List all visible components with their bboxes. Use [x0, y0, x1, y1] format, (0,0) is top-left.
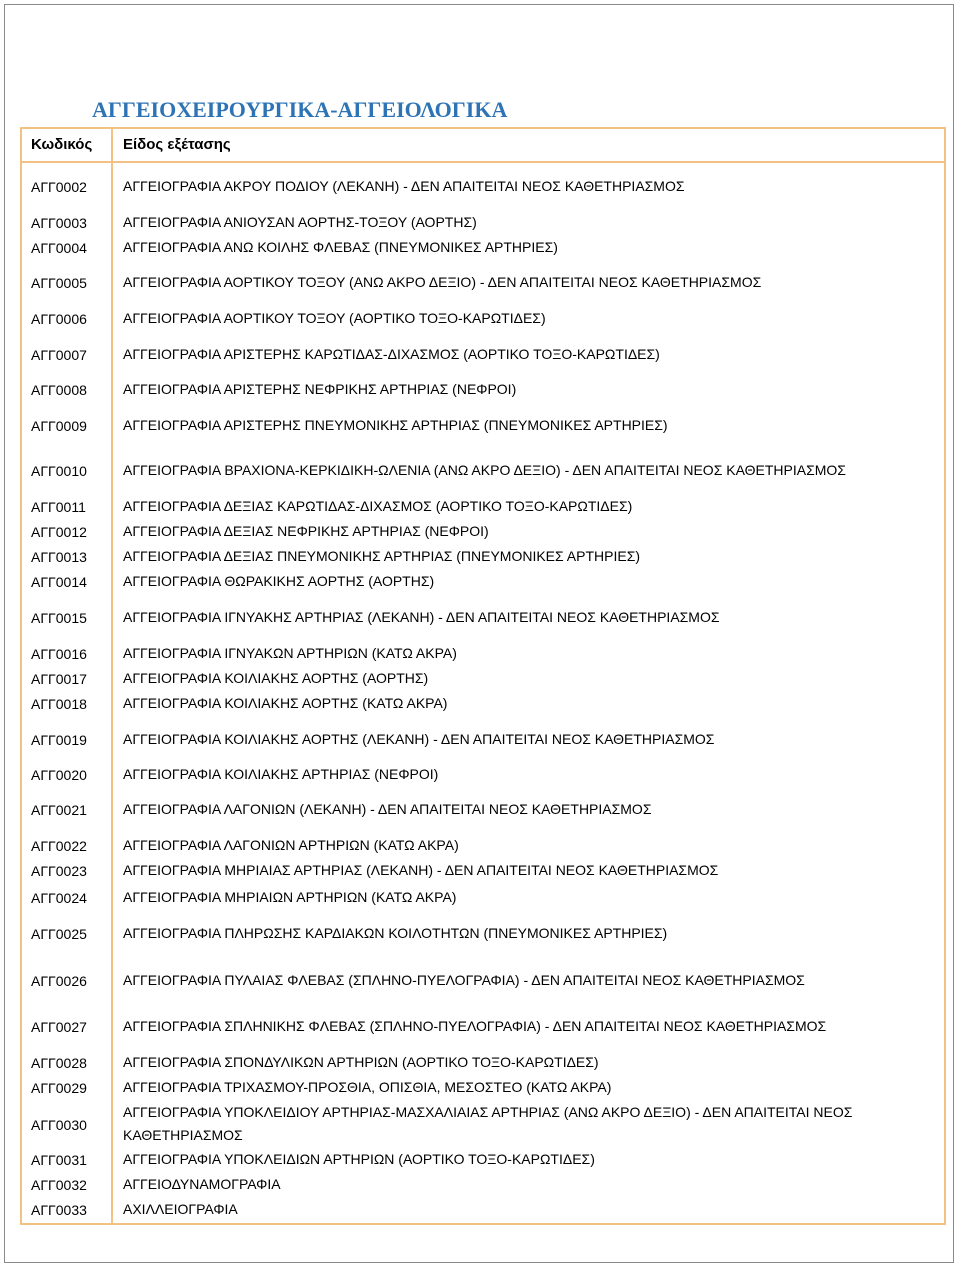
exam-description: ΑΓΓΕΙΟΓΡΑΦΙΑ ΛΑΓΟΝΙΩΝ ΑΡΤΗΡΙΩΝ (ΚΑΤΩ ΑΚΡΑ) [123, 837, 459, 853]
exam-description: ΑΓΓΕΙΟΓΡΑΦΙΑ ΑΝΩ ΚΟΙΛΗΣ ΦΛΕΒΑΣ (ΠΝΕΥΜΟΝΙΚΕΣ ΑΡΤΗΡΙΕΣ) [123, 239, 558, 255]
exam-description: ΑΓΓΕΙΟΓΡΑΦΙΑ ΔΕΞΙΑΣ ΚΑΡΩΤΙΔΑΣ-ΔΙΧΑΣΜΟΣ (ΑΟΡΤΙΚΟ ΤΟΞΟ-ΚΑΡΩΤΙΔΕΣ) [123, 498, 633, 514]
exam-code: ΑΓΓ0024 [31, 890, 87, 906]
exam-description: ΑΓΓΕΙΟΓΡΑΦΙΑ ΜΗΡΙΑΙΩΝ ΑΡΤΗΡΙΩΝ (ΚΑΤΩ ΑΚΡΑ) [123, 889, 457, 905]
exam-description: ΑΓΓΕΙΟΓΡΑΦΙΑ ΔΕΞΙΑΣ ΝΕΦΡΙΚΗΣ ΑΡΤΗΡΙΑΣ (ΝΕΦΡΟΙ) [123, 523, 489, 539]
exam-code: ΑΓΓ0013 [31, 549, 87, 565]
exam-code: ΑΓΓ0025 [31, 926, 87, 942]
table-header-row [22, 129, 944, 163]
exam-code: ΑΓΓ0031 [31, 1152, 87, 1168]
exam-description: ΑΓΓΕΙΟΓΡΑΦΙΑ ΒΡΑΧΙΟΝΑ-ΚΕΡΚΙΔΙΚΗ-ΩΛΕΝΙΑ (ΑΝΩ ΑΚΡΟ ΔΕΞΙΟ) - ΔΕΝ ΑΠΑΙΤΕΙΤΑΙ ΝΕΟΣ ΚΑΘΕΤΗΡΙΑΣΜΟΣ [123, 462, 846, 478]
exam-code: ΑΓΓ0022 [31, 838, 87, 854]
exam-description: ΑΓΓΕΙΟΓΡΑΦΙΑ ΣΠΟΝΔΥΛΙΚΩΝ ΑΡΤΗΡΙΩΝ (ΑΟΡΤΙΚΟ ΤΟΞΟ-ΚΑΡΩΤΙΔΕΣ) [123, 1054, 599, 1070]
exam-description: ΑΓΓΕΙΟΓΡΑΦΙΑ ΑΡΙΣΤΕΡΗΣ ΠΝΕΥΜΟΝΙΚΗΣ ΑΡΤΗΡΙΑΣ (ΠΝΕΥΜΟΝΙΚΕΣ ΑΡΤΗΡΙΕΣ) [123, 417, 668, 433]
exam-description: ΑΓΓΕΙΟΓΡΑΦΙΑ ΚΟΙΛΙΑΚΗΣ ΑΟΡΤΗΣ (ΑΟΡΤΗΣ) [123, 670, 429, 686]
exam-description: ΑΓΓΕΙΟΓΡΑΦΙΑ ΑΚΡΟΥ ΠΟΔΙΟΥ (ΛΕΚΑΝΗ) - ΔΕΝ ΑΠΑΙΤΕΙΤΑΙ ΝΕΟΣ ΚΑΘΕΤΗΡΙΑΣΜΟΣ [123, 178, 685, 194]
exam-code: ΑΓΓ0017 [31, 671, 87, 687]
exam-code: ΑΓΓ0015 [31, 610, 87, 626]
exam-code: ΑΓΓ0003 [31, 215, 87, 231]
exam-code: ΑΓΓ0023 [31, 863, 87, 879]
exam-code: ΑΓΓ0027 [31, 1019, 87, 1035]
exam-description: ΑΓΓΕΙΟΓΡΑΦΙΑ ΚΟΙΛΙΑΚΗΣ ΑΟΡΤΗΣ (ΛΕΚΑΝΗ) - ΔΕΝ ΑΠΑΙΤΕΙΤΑΙ ΝΕΟΣ ΚΑΘΕΤΗΡΙΑΣΜΟΣ [123, 731, 715, 747]
exam-description: ΑΓΓΕΙΟΓΡΑΦΙΑ ΣΠΛΗΝΙΚΗΣ ΦΛΕΒΑΣ (ΣΠΛΗΝΟ-ΠΥΕΛΟΓΡΑΦΙΑ) - ΔΕΝ ΑΠΑΙΤΕΙΤΑΙ ΝΕΟΣ ΚΑΘΕΤΗΡΙΑΣΜΟΣ [123, 1018, 827, 1034]
column-divider [111, 129, 113, 1223]
exam-table [20, 127, 946, 1225]
exam-description: ΑΓΓΕΙΟΓΡΑΦΙΑ ΥΠΟΚΛΕΙΔΙΟΥ ΑΡΤΗΡΙΑΣ-ΜΑΣΧΑΛΙΑΙΑΣ ΑΡΤΗΡΙΑΣ (ΑΝΩ ΑΚΡΟ ΔΕΞΙΟ) - ΔΕΝ ΑΠΑΙΤΕΙΤΑΙ ΝΕΟΣ ΚΑΘΕΤΗΡΙΑΣΜΟΣ [123, 1104, 853, 1143]
exam-code: ΑΓΓ0012 [31, 524, 87, 540]
exam-description: ΑΓΓΕΙΟΔΥΝΑΜΟΓΡΑΦΙΑ [123, 1176, 281, 1192]
exam-code: ΑΓΓ0019 [31, 732, 87, 748]
header-description: Είδος εξέτασης [123, 136, 231, 153]
exam-description: ΑΓΓΕΙΟΓΡΑΦΙΑ ΑΟΡΤΙΚΟΥ ΤΟΞΟΥ (ΑΟΡΤΙΚΟ ΤΟΞΟ-ΚΑΡΩΤΙΔΕΣ) [123, 310, 546, 326]
exam-description: ΑΓΓΕΙΟΓΡΑΦΙΑ ΛΑΓΟΝΙΩΝ (ΛΕΚΑΝΗ) - ΔΕΝ ΑΠΑΙΤΕΙΤΑΙ ΝΕΟΣ ΚΑΘΕΤΗΡΙΑΣΜΟΣ [123, 801, 652, 817]
exam-code: ΑΓΓ0006 [31, 311, 87, 327]
exam-description: ΑΓΓΕΙΟΓΡΑΦΙΑ ΑΟΡΤΙΚΟΥ ΤΟΞΟΥ (ΑΝΩ ΑΚΡΟ ΔΕΞΙΟ) - ΔΕΝ ΑΠΑΙΤΕΙΤΑΙ ΝΕΟΣ ΚΑΘΕΤΗΡΙΑΣΜΟΣ [123, 274, 762, 290]
exam-description: ΑΓΓΕΙΟΓΡΑΦΙΑ ΘΩΡΑΚΙΚΗΣ ΑΟΡΤΗΣ (ΑΟΡΤΗΣ) [123, 573, 435, 589]
exam-description: ΑΓΓΕΙΟΓΡΑΦΙΑ ΙΓΝΥΑΚΗΣ ΑΡΤΗΡΙΑΣ (ΛΕΚΑΝΗ) - ΔΕΝ ΑΠΑΙΤΕΙΤΑΙ ΝΕΟΣ ΚΑΘΕΤΗΡΙΑΣΜΟΣ [123, 609, 720, 625]
exam-description: ΑΓΓΕΙΟΓΡΑΦΙΑ ΑΡΙΣΤΕΡΗΣ ΝΕΦΡΙΚΗΣ ΑΡΤΗΡΙΑΣ (ΝΕΦΡΟΙ) [123, 381, 517, 397]
exam-description: ΑΓΓΕΙΟΓΡΑΦΙΑ ΚΟΙΛΙΑΚΗΣ ΑΡΤΗΡΙΑΣ (ΝΕΦΡΟΙ) [123, 766, 439, 782]
exam-description: ΑΓΓΕΙΟΓΡΑΦΙΑ ΔΕΞΙΑΣ ΠΝΕΥΜΟΝΙΚΗΣ ΑΡΤΗΡΙΑΣ (ΠΝΕΥΜΟΝΙΚΕΣ ΑΡΤΗΡΙΕΣ) [123, 548, 641, 564]
exam-description: ΑΓΓΕΙΟΓΡΑΦΙΑ ΤΡΙΧΑΣΜΟΥ-ΠΡΟΣΘΙΑ, ΟΠΙΣΘΙΑ, ΜΕΣΟΣΤΕΟ (ΚΑΤΩ ΑΚΡΑ) [123, 1079, 612, 1095]
exam-description: ΑΓΓΕΙΟΓΡΑΦΙΑ ΑΝΙΟΥΣΑΝ ΑΟΡΤΗΣ-ΤΟΞΟΥ (ΑΟΡΤΗΣ) [123, 214, 477, 230]
exam-code: ΑΓΓ0010 [31, 463, 87, 479]
header-code: Κωδικός [31, 136, 93, 153]
exam-description: ΑΓΓΕΙΟΓΡΑΦΙΑ ΥΠΟΚΛΕΙΔΙΩΝ ΑΡΤΗΡΙΩΝ (ΑΟΡΤΙΚΟ ΤΟΞΟ-ΚΑΡΩΤΙΔΕΣ) [123, 1151, 595, 1167]
exam-code: ΑΓΓ0021 [31, 802, 87, 818]
exam-description: ΑΓΓΕΙΟΓΡΑΦΙΑ ΚΟΙΛΙΑΚΗΣ ΑΟΡΤΗΣ (ΚΑΤΩ ΑΚΡΑ) [123, 695, 448, 711]
exam-code: ΑΓΓ0002 [31, 179, 87, 195]
exam-code: ΑΓΓ0009 [31, 418, 87, 434]
exam-code: ΑΓΓ0004 [31, 240, 87, 256]
exam-code: ΑΓΓ0018 [31, 696, 87, 712]
exam-description: ΑΓΓΕΙΟΓΡΑΦΙΑ ΑΡΙΣΤΕΡΗΣ ΚΑΡΩΤΙΔΑΣ-ΔΙΧΑΣΜΟΣ (ΑΟΡΤΙΚΟ ΤΟΞΟ-ΚΑΡΩΤΙΔΕΣ) [123, 346, 660, 362]
exam-code: ΑΓΓ0016 [31, 646, 87, 662]
exam-code: ΑΓΓ0030 [31, 1117, 87, 1133]
exam-code: ΑΓΓ0014 [31, 574, 87, 590]
exam-code: ΑΓΓ0028 [31, 1055, 87, 1071]
exam-description: ΑΓΓΕΙΟΓΡΑΦΙΑ ΙΓΝΥΑΚΩΝ ΑΡΤΗΡΙΩΝ (ΚΑΤΩ ΑΚΡΑ) [123, 645, 457, 661]
exam-code: ΑΓΓ0032 [31, 1177, 87, 1193]
exam-description: ΑΓΓΕΙΟΓΡΑΦΙΑ ΠΥΛΑΙΑΣ ΦΛΕΒΑΣ (ΣΠΛΗΝΟ-ΠΥΕΛΟΓΡΑΦΙΑ) - ΔΕΝ ΑΠΑΙΤΕΙΤΑΙ ΝΕΟΣ ΚΑΘΕΤΗΡΙΑΣΜΟΣ [123, 972, 805, 988]
exam-code: ΑΓΓ0033 [31, 1202, 87, 1218]
exam-description: ΑΧΙΛΛΕΙΟΓΡΑΦΙΑ [123, 1201, 238, 1217]
exam-code: ΑΓΓ0026 [31, 973, 87, 989]
page-title: ΑΓΓΕΙΟΧΕΙΡΟΥΡΓΙΚΑ-ΑΓΓΕΙΟΛΟΓΙΚΑ [92, 97, 508, 122]
exam-description: ΑΓΓΕΙΟΓΡΑΦΙΑ ΜΗΡΙΑΙΑΣ ΑΡΤΗΡΙΑΣ (ΛΕΚΑΝΗ) - ΔΕΝ ΑΠΑΙΤΕΙΤΑΙ ΝΕΟΣ ΚΑΘΕΤΗΡΙΑΣΜΟΣ [123, 862, 719, 878]
exam-description: ΑΓΓΕΙΟΓΡΑΦΙΑ ΠΛΗΡΩΣΗΣ ΚΑΡΔΙΑΚΩΝ ΚΟΙΛΟΤΗΤΩΝ (ΠΝΕΥΜΟΝΙΚΕΣ ΑΡΤΗΡΙΕΣ) [123, 925, 668, 941]
exam-code: ΑΓΓ0007 [31, 347, 87, 363]
exam-code: ΑΓΓ0011 [31, 499, 86, 515]
exam-code: ΑΓΓ0008 [31, 382, 87, 398]
exam-code: ΑΓΓ0020 [31, 767, 87, 783]
exam-code: ΑΓΓ0005 [31, 275, 87, 291]
exam-code: ΑΓΓ0029 [31, 1080, 87, 1096]
